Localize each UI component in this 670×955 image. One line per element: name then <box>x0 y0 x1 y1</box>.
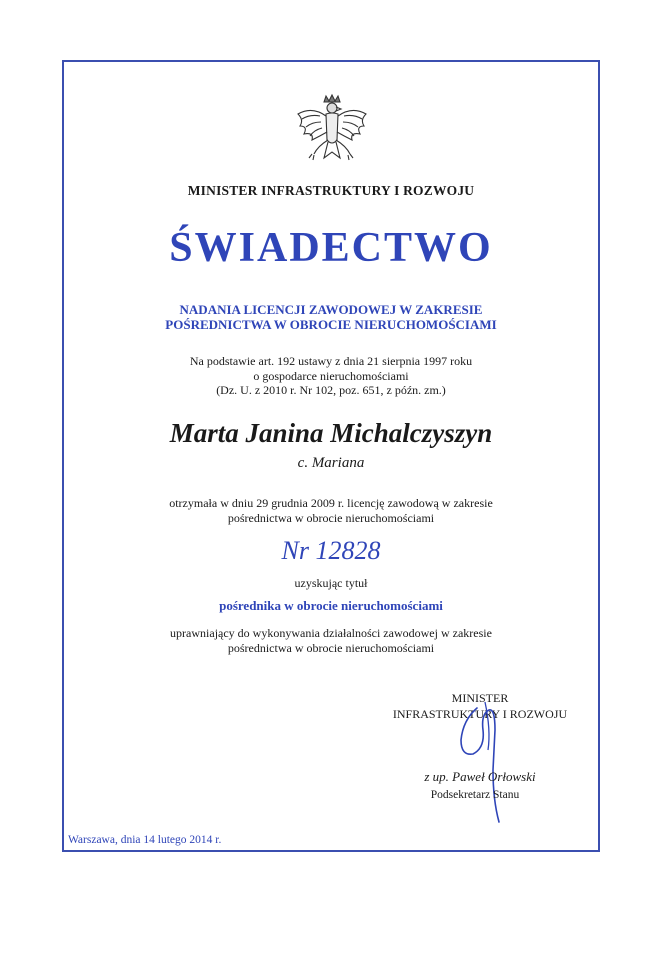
ministry-header: MINISTER INFRASTRUKTURY I ROZWOJU <box>187 183 475 198</box>
certificate-subtitle <box>62 302 600 332</box>
entitling-line: uprawniający do wykonywania działalności zawodowej w zakresie <box>170 626 492 640</box>
signatory-line2: INFRASTRUKTURY I ROZWOJU <box>392 707 568 721</box>
subtitle-line: POŚREDNICTWA W OBROCIE NIERUCHOMOŚCIAMI <box>165 317 497 332</box>
deputy-signatory: z up. Paweł Orłowski <box>424 769 536 784</box>
polish-eagle-emblem-icon <box>290 92 374 176</box>
profession-title: pośrednika w obrocie nieruchomościami <box>219 598 443 613</box>
handwritten-signature-icon <box>455 690 515 825</box>
received-line: otrzymała w dniu 29 grudnia 2009 r. licencję zawodową w zakresie <box>169 496 493 510</box>
legal-basis-line: (Dz. U. z 2010 r. Nr 102, poz. 651, z późn. zm.) <box>216 383 446 397</box>
license-number: Nr 12828 <box>281 536 381 565</box>
legal-basis-line: Na podstawie art. 192 ustawy z dnia 21 sierpnia 1997 roku <box>189 354 473 368</box>
parent-name: c. Mariana <box>297 455 365 471</box>
place-and-date: Warszawa, dnia 14 lutego 2014 r. <box>68 834 222 846</box>
signatory-position: Podsekretarz Stanu <box>430 789 520 801</box>
entitling-text <box>62 626 600 655</box>
obtaining-title: uzyskując tytuł <box>294 576 368 590</box>
certificate-title: ŚWIADECTWO <box>169 225 493 271</box>
entitling-line: pośrednictwa w obrocie nieruchomościami <box>227 640 435 655</box>
received-text <box>62 496 600 525</box>
received-line: pośrednictwa w obrocie nieruchomościami <box>227 510 435 525</box>
holder-name: Marta Janina Michalczyszyn <box>169 418 493 448</box>
legal-basis <box>62 354 600 398</box>
signatory-line1: MINISTER <box>451 691 509 705</box>
subtitle-line: NADANIA LICENCJI ZAWODOWEJ W ZAKRESIE <box>179 302 483 317</box>
legal-basis-line: o gospodarce nieruchomościami <box>253 368 409 383</box>
